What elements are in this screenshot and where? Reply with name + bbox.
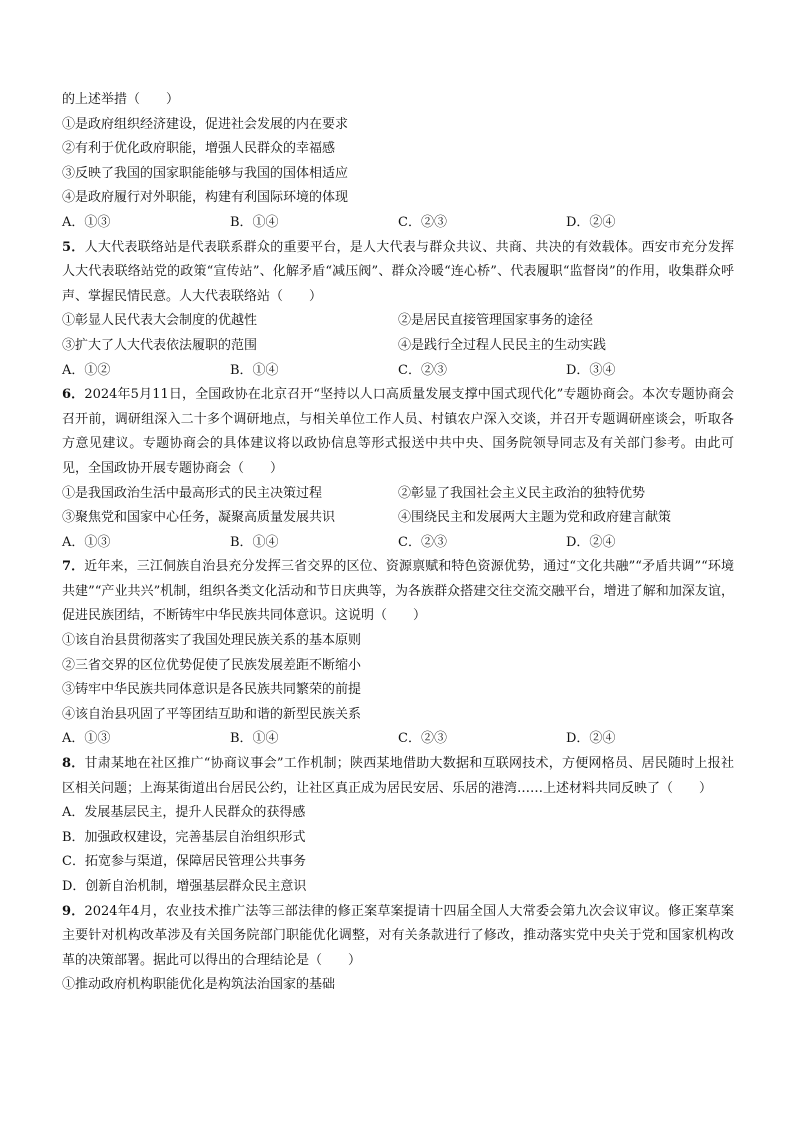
q8-choice-c: C．拓宽参与渠道，保障居民管理公共事务 (62, 854, 306, 870)
q8-choice-b: B．加强政权建设，完善基层自治组织形式 (62, 829, 306, 845)
q4-option-3: ③反映了我国的国家职能能够与我国的国体相适应 (62, 165, 349, 181)
q4-choice-b: B．①④ (230, 214, 279, 230)
q6-choice-b: B．①④ (230, 534, 279, 550)
q5-options-row-2 (62, 334, 734, 359)
q7-stem-text: 近年来，三江侗族自治县充分发挥三省交界的区位、资源禀赋和特色资源优势，通过“文化共融”“矛盾共调”“环境共建”“产业共兴”机制，组织各类文化活动和节日庆典等，为各族群众搭建交往交流交融平台，增进了解和加深友谊，促进民族团结，不断铸牢中华民族共同体意识。这说明（ ） (62, 559, 735, 624)
q4-tail: 的上述举措（ ） (62, 92, 180, 107)
q5-stem-text: 人大代表联络站是代表联系群众的重要平台，是人大代表与群众共议、共商、共决的有效载体。西安市充分发挥人大代表联络站党的政策“宣传站”、化解矛盾“减压阀”、群众冷暖“连心桥”、代表履职“监督岗”的作用，收集群众呼声、掌握民情民意。人大代表联络站（ ） (62, 239, 734, 304)
q4-option-4: ④是政府履行对外职能，构建有利国际环境的体现 (62, 190, 349, 206)
q5-choices (62, 359, 734, 384)
q4-choice-a: A．①③ (62, 214, 111, 230)
q5-choice-d: D．③④ (566, 362, 616, 378)
q5-option-2: ②是居民直接管理国家事务的途径 (398, 313, 594, 329)
q6-stem (62, 383, 734, 481)
q7-choice-c: C．②③ (398, 731, 447, 747)
q6-choices (62, 531, 734, 556)
q5-options-row-1 (62, 309, 734, 334)
q4-choice-d: D．②④ (566, 214, 616, 230)
q4-choice-c: C．②③ (398, 214, 447, 230)
q9-number: 9． (62, 903, 85, 919)
q4-option-2: ②有利于优化政府职能，增强人民群众的幸福感 (62, 141, 336, 157)
q4-choices (62, 211, 734, 236)
q5-choice-c: C．②③ (398, 362, 447, 378)
q5-choice-a: A．①② (62, 362, 111, 378)
q8-number: 8． (62, 756, 85, 772)
q4-option-1: ①是政府组织经济建设，促进社会发展的内在要求 (62, 116, 349, 132)
q5-option-4: ④是践行全过程人民民主的生动实践 (398, 337, 607, 353)
q7-choice-a: A．①③ (62, 731, 111, 747)
q7-option-3: ③铸牢中华民族共同体意识是各民族共同繁荣的前提 (62, 682, 362, 698)
q5-option-1: ①彰显人民代表大会制度的优越性 (62, 313, 258, 329)
q9-stem (62, 900, 734, 974)
q7-choice-b: B．①④ (230, 731, 279, 747)
q5-stem (62, 236, 734, 310)
q6-options-row-1 (62, 482, 734, 507)
q9-option-1: ①推动政府机构职能优化是构筑法治国家的基础 (62, 977, 336, 993)
q6-number: 6． (62, 387, 85, 403)
q7-number: 7． (62, 559, 85, 575)
q8-choice-a: A．发展基层民主，提升人民群众的获得感 (62, 805, 306, 821)
q7-stem (62, 555, 734, 629)
q9-stem-text: 2024年4月，农业技术推广法等三部法律的修正案草案提请十四届全国人大常委会第九次会议审议。修正案草案主要针对机构改革涉及有关国务院部门职能优化调整，对有关条款进行了修改，推动落实党中央关于党和国家机构改革的决策部署。据此可以得出的合理结论是（ ） (62, 903, 735, 968)
q6-choice-a: A．①③ (62, 534, 111, 550)
q6-option-2: ②彰显了我国社会主义民主政治的独特优势 (398, 485, 646, 501)
q5-option-3: ③扩大了人大代表依法履职的范围 (62, 337, 258, 353)
q6-stem-text: 2024年5月11日，全国政协在北京召开“坚持以人口高质量发展支撑中国式现代化”专题协商会。本次专题协商会召开前，调研组深入二十多个调研地点，与相关单位工作人员、村镇农户深入交谈，并召开专题调研座谈会，听取各方意见建议。专题协商会的具体建议将以政协信息等形式报送中共中央、国务院领导同志及有关部门参考。由此可见，全国政协开展专题协商会（ ） (62, 387, 734, 476)
q7-option-4: ④该自治县巩固了平等团结互助和谐的新型民族关系 (62, 706, 362, 722)
q7-choice-d: D．②④ (566, 731, 616, 747)
q7-option-2: ②三省交界的区位优势促使了民族发展差距不断缩小 (62, 657, 362, 673)
q8-stem (62, 752, 734, 801)
q6-options-row-2 (62, 506, 734, 531)
q7-choices (62, 727, 734, 752)
q6-option-4: ④围绕民主和发展两大主题为党和政府建言献策 (398, 510, 672, 526)
q6-choice-d: D．②④ (566, 534, 616, 550)
q8-choice-d: D．创新自治机制，增强基层群众民主意识 (62, 879, 307, 894)
q5-number: 5． (62, 239, 85, 255)
q7-option-1: ①该自治县贯彻落实了我国处理民族关系的基本原则 (62, 633, 362, 649)
q5-choice-b: B．①④ (230, 362, 279, 378)
q6-choice-c: C．②③ (398, 534, 447, 550)
q8-stem-text: 甘肃某地在社区推广“协商议事会”工作机制；陕西某地借助大数据和互联网技术，方便网格员、居民随时上报社区相关问题；上海某街道出台居民公约，让社区真正成为居民安居、乐居的港湾……上述材料共同反映了（ ） (62, 756, 734, 796)
exam-page (62, 88, 734, 998)
q6-option-1: ①是我国政治生活中最高形式的民主决策过程 (62, 485, 323, 501)
q6-option-3: ③聚焦党和国家中心任务，凝聚高质量发展共识 (62, 510, 336, 526)
